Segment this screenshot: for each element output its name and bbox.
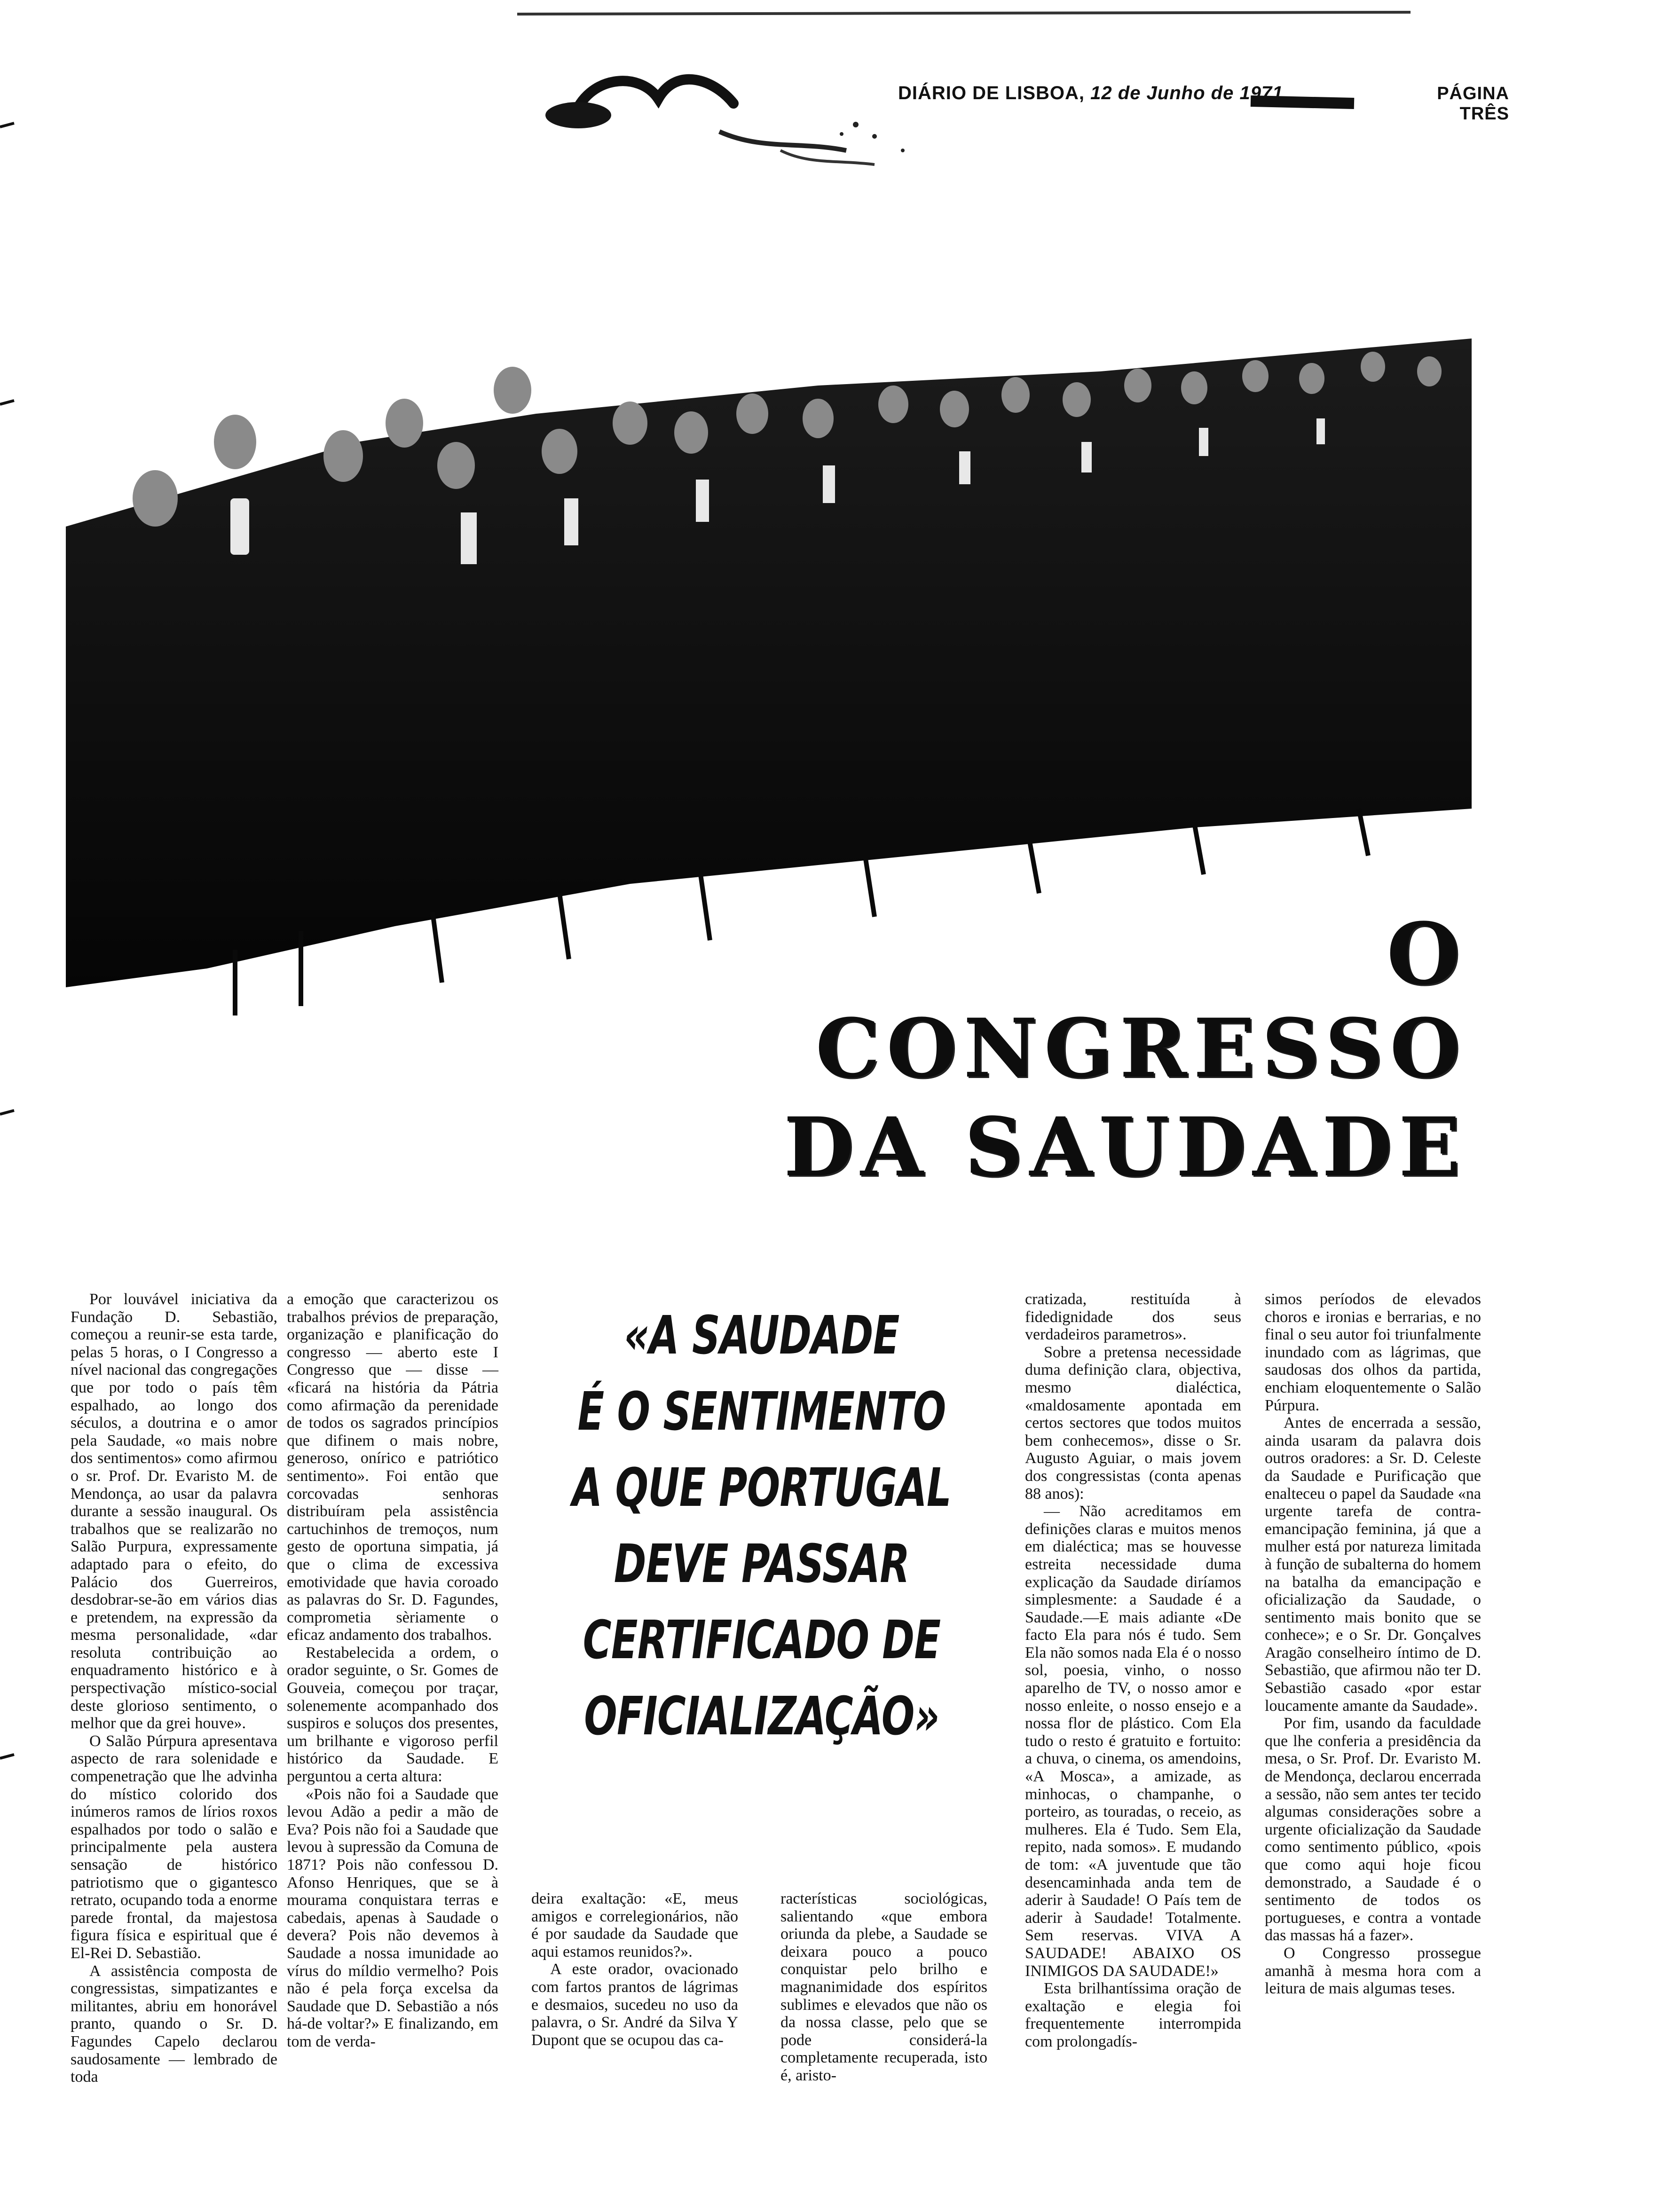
left-margin-marks <box>0 0 19 2210</box>
pull-quote <box>572 1298 952 1755</box>
pull-quote-line: A QUE PORTUGAL <box>572 1457 951 1519</box>
paragraph: — Não acreditamos em definições claras e muitos menos em dialéctica; mas se houvesse estreita necessidade duma explicação da Saudade diríamos simplesmente: a Saudade é a Saudade.—E mais adiante «De facto Ela para nós é tudo. Sem Ela não somos nada Ela é o nosso sol, poesia, vinho, o nosso aparelho de TV, o nosso amor e nosso enleite, o nosso ensejo e a nossa flor de plástico. Com Ela tudo o resto é gratuito e fortuito: a chuva, o cinema, os amendoins, «A Mosca», a amizade, as minhocas, o champanhe, o porteiro, as touradas, o receio, as mulheres. Ela é Tudo. Sem Ela, repito, nada somos». E mudando de tom: «A juventude que tão desencaminhada anda tem de aderir à Saudade! O País tem de aderir à Saudade! Totalmente. Sem reservas. VIVA A SAUDADE! ABAIXO OS INIMIGOS DA SAUDADE!» <box>1025 1503 1241 1980</box>
paragraph: deira exaltação: «E, meus amigos e correlegionários, não é por saudade da Saudade que aqui estamos reunidos?». <box>531 1890 738 1960</box>
article-column-2 <box>287 1291 498 2179</box>
headline-line-2: CONGRESSO <box>815 1000 1467 1096</box>
headline-line-1: O <box>1387 905 1467 1004</box>
paragraph: a emoção que caracterizou os trabalhos prévios de preparação, organização e planificação do congresso — aberto este I Congresso que — disse — «ficará na história da Pátria como afirmação da perenidade de todos os sagrados princípios que difinem o mais nobre, generoso, onírico e patriótico sentimento». Foi então que corcovadas senhoras distribuíram pela assistência cartuchinhos de tremoços, num gesto de oportuna simpatia, já que o clima de excessiva emotividade que havia coroado as palavras do Sr. D. Fagundes, comprometia sèriamente o eficaz andamento dos trabalhos. <box>287 1291 498 1644</box>
paragraph: A este orador, ovacionado com fartos prantos de lágrimas e desmaios, sucedeu no uso da palavra, o Sr. André da Silva Y Dupont que se ocupou das ca- <box>531 1960 738 2049</box>
article-column-4 <box>780 1890 987 2181</box>
pull-quote-line: DEVE PASSAR <box>614 1534 910 1595</box>
paragraph: «Pois não foi a Saudade que levou Adão a pedir a mão de Eva? Pois não foi a Saudade que levou à supressão da Comuna de 1871? Pois não confessou D. Afonso Henriques, que se à mourama conquistara terras e cabedais, apenas à Saudade o devera? Pois não devemos à Saudade a nossa imunidade ao vírus do míldio vermelho? Pois não é pela força excelsa da Saudade que D. Sebastião a nós há-de voltar?» E finalizando, em tom de verda- <box>287 1785 498 2050</box>
paragraph: Por louvável iniciativa da Fundação D. Sebastião, começou a reunir-se esta tarde, pelas 5 horas, o I Congresso a nível nacional das congregações que por todo o país têm espalhado, ao longo dos séculos, a doutrina e o amor pela Saudade, «o mais nobre dos sentimentos» como afirmou o sr. Prof. Dr. Evaristo M. de Mendonça, ao usar da palavra durante a sessão inaugural. Os trabalhos que se realizarão no Salão Purpura, expressamente adaptado para o efeito, do Palácio dos Guerreiros, desdobrar-se-ão em vários dias e pretendem, na expressão da mesma personalidade, «dar resoluta contribuição ao enquadramento histórico e à perspectivação místico-social deste glorioso sentimento, o melhor que da grei houve». <box>71 1291 277 1732</box>
headline-line-3: DA SAUDADE <box>783 1099 1467 1195</box>
paragraph: Restabelecida a ordem, o orador seguinte, o Sr. Gomes de Gouveia, começou por traçar, solenemente acompanhado dos suspiros e soluços dos presentes, um brilhante e vigoroso perfil histórico da Saudade. E perguntou a certa altura: <box>287 1644 498 1786</box>
paragraph: Por fim, usando da faculdade que lhe conferia a presidência da mesa, o Sr. Prof. Dr. Evaristo M. de Mendonça, declarou encerrada a sessão, não sem antes ter tecido algumas considerações sobre a urgente oficialização da Saudade como sentimento público, «pois que como aqui hoje ficou demonstrado, a Saudade é o sentimento de todos os portugueses, e contra a vontade das massas há a fazer». <box>1265 1715 1481 1944</box>
pull-quote-line: «A SAUDADE <box>624 1305 899 1366</box>
page-number: PÁGINA TRÊS <box>1437 84 1509 124</box>
paragraph: A assistência composta de congressistas, simpatizantes e militantes, abriu em honorável pranto, quando o Sr. D. Fagundes Capelo declarou saudosamente — lembrado de toda <box>71 1962 277 2086</box>
article-column-6 <box>1265 1291 1481 2179</box>
article-column-1 <box>71 1291 277 2179</box>
pull-quote-line: É O SENTIMENTO <box>577 1381 946 1442</box>
paragraph: Antes de encerrada a sessão, ainda usaram da palavra dois outros oradores: a Sr. D. Celeste da Saudade e Purificação que enalteceu o papel da Saudade «na urgente tarefa de contra-emancipação feminina, já que a mulher está por natureza limitada à função de subalterna do homem na batalha da emancipação e oficialização da Saudade, o sentimento mais bonito que se conhece»; e o Sr. Dr. Gonçalves Aragão conselheiro íntimo de D. Sebastião, que afirmou não ter D. Sebastião casado «por estar loucamente amante da Saudade». <box>1265 1414 1481 1715</box>
newspaper-name: DIÁRIO DE LISBOA, <box>898 83 1085 103</box>
paragraph: O Salão Púrpura apresentava aspecto de rara solenidade e compenetração que lhe advinha do místico colorido dos inúmeros ramos de lírios roxos espalhados por todo o salão e principalmente pela austera sensação de histórico patriotismo que o gigantesco retrato, ocupando toda a enorme parede frontal, da majestosa figura física e espiritual que é El-Rei D. Sebastião. <box>71 1732 277 1962</box>
article-column-3 <box>531 1890 738 2181</box>
paragraph: Esta brilhantíssima oração de exaltação e elegia foi frequentemente interrompida com prolongadís- <box>1025 1980 1241 2050</box>
paragraph: O Congresso prossegue amanhã à mesma hora com a leitura de mais algumas teses. <box>1265 1944 1481 1998</box>
paragraph: cratizada, restituída à fidedignidade dos seus verdadeiros parametros». <box>1025 1291 1241 1344</box>
pull-quote-line: OFICIALIZAÇÃO» <box>584 1686 939 1747</box>
issue-date: 12 de Junho de 1971 <box>1090 83 1284 103</box>
paragraph: simos períodos de elevados choros e ironias e berrarias, e no final o seu autor foi triunfalmente inundado com as lágrimas, que saudosas dos olhos da partida, enchiam eloquentemente o Salão Púrpura. <box>1265 1291 1481 1414</box>
pull-quote-line: CERTIFICADO DE <box>583 1610 941 1671</box>
article-column-5 <box>1025 1291 1241 2179</box>
paragraph: racterísticas sociológicas, salientando «que embora oriunda da plebe, a Saudade se deixara pouco a pouco conquistar pelo brilho e magnanimidade dos espíritos sublimes e elevados que não os da nossa classe, pelo que se pode considerá-la completamente recuperada, isto é, aristo- <box>780 1890 987 2084</box>
paragraph: Sobre a pretensa necessidade duma definição clara, objectiva, mesmo dialéctica, «maldosamente apontada em certos sectores que todos muitos bem conhecemos», disse o Sr. Augusto Aguiar, o mais jovem dos congressistas (conta apenas 88 anos): <box>1025 1343 1241 1503</box>
